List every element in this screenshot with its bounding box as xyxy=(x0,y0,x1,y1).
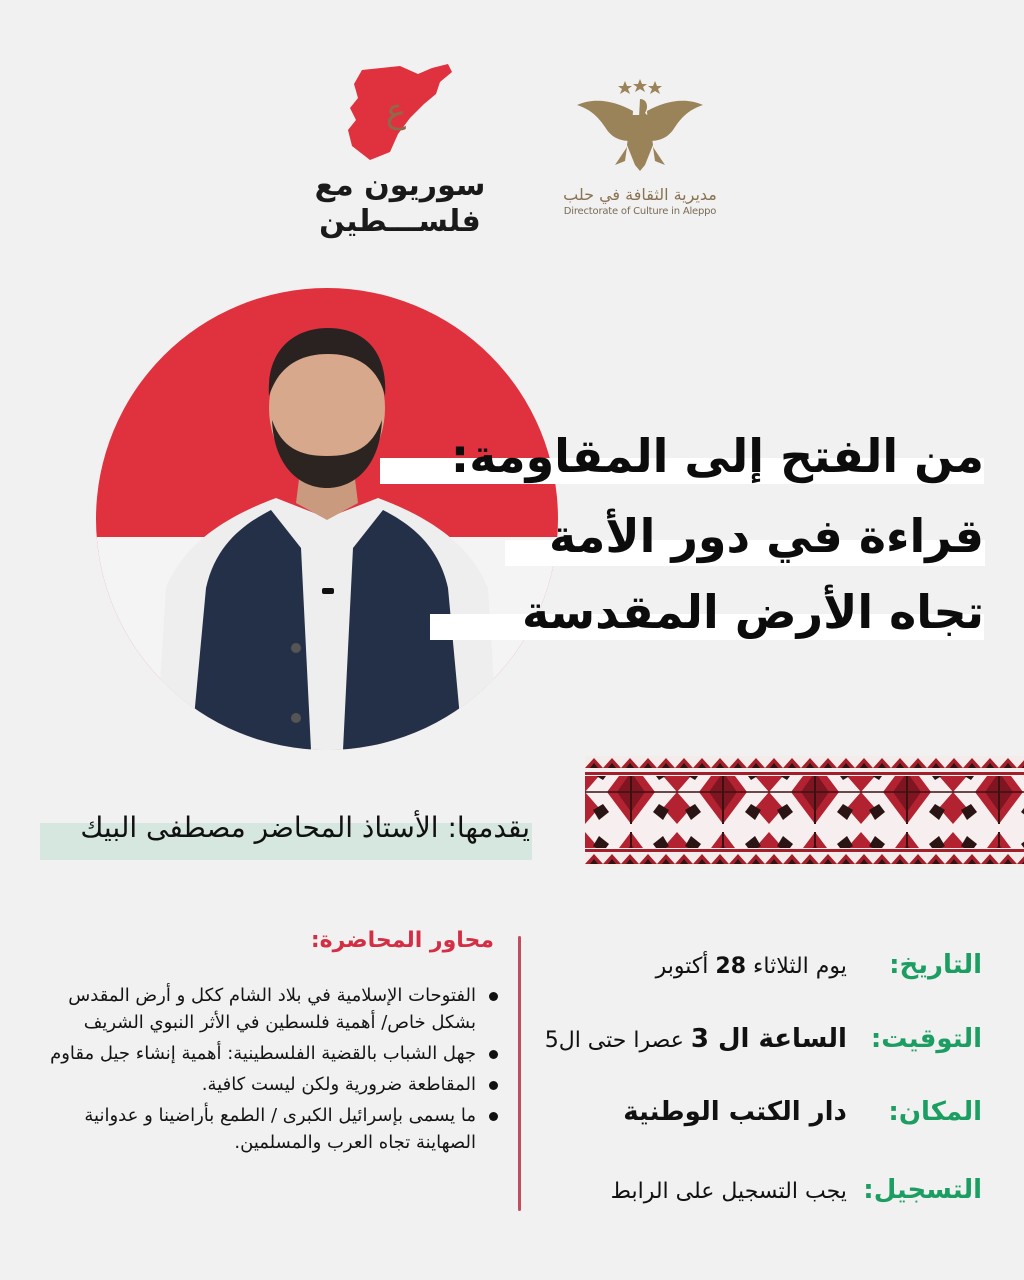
syria-map-icon xyxy=(340,60,460,165)
bullet-icon xyxy=(489,992,498,1001)
detail-registration xyxy=(611,1175,982,1205)
time-label: التوقيت: xyxy=(870,1024,982,1054)
registration-label: التسجيل: xyxy=(863,1175,982,1205)
place-label: المكان: xyxy=(888,1097,982,1127)
lecture-axes-heading: محاور المحاضرة: xyxy=(310,928,494,953)
presenter-name: يقدمها: الأستاذ المحاضر مصطفى البيك xyxy=(80,811,530,844)
syrians-logo-line2: فلســـطين xyxy=(319,204,481,239)
title-line-3: تجاه الأرض المقدسة xyxy=(522,585,984,639)
syrians-with-palestine-logo xyxy=(300,60,500,250)
list-item: الفتوحات الإسلامية في بلاد الشام ككل و أرض المقدس بشكل خاص/ أهمية فلسطين في الأثر النبوي الشريف xyxy=(40,982,498,1036)
eagle-emblem-icon xyxy=(575,75,705,175)
time-value: الساعة ال 3 عصرا حتى ال5 xyxy=(544,1024,847,1054)
list-item: جهل الشباب بالقضية الفلسطينية: أهمية إنشاء جيل مقاوم xyxy=(40,1040,498,1067)
directorate-arabic-name: مديرية الثقافة في حلب xyxy=(563,185,717,204)
vertical-divider xyxy=(518,936,521,1211)
directorate-english-name: Directorate of Culture in Aleppo xyxy=(563,206,717,217)
speaker-photo-illustration xyxy=(96,288,558,750)
speaker-portrait xyxy=(96,288,558,750)
date-label: التاريخ: xyxy=(889,950,982,980)
svg-text:ع: ع xyxy=(385,91,407,131)
detail-place xyxy=(623,1097,982,1127)
title-line-1: من الفتح إلى المقاومة: xyxy=(450,429,984,483)
syrians-logo-line1: سوريون مع xyxy=(314,168,486,203)
title-line-2: قراءة في دور الأمة xyxy=(549,509,984,563)
registration-value: يجب التسجيل على الرابط xyxy=(610,1179,847,1204)
list-item: ما يسمى بإسرائيل الكبرى / الطمع بأراضينا و عدوانية الصهاينة تجاه العرب والمسلمين. xyxy=(40,1102,498,1156)
date-value: يوم الثلاثاء 28 أكتوبر xyxy=(655,954,847,979)
bullet-icon xyxy=(489,1081,498,1090)
detail-time xyxy=(545,1024,982,1054)
place-value: دار الكتب الوطنية xyxy=(623,1097,847,1127)
detail-date xyxy=(656,950,982,980)
list-item: المقاطعة ضرورية ولكن ليست كافية. xyxy=(40,1071,498,1098)
bullet-icon xyxy=(489,1112,498,1121)
bullet-icon xyxy=(489,1050,498,1059)
tatreez-embroidery-band xyxy=(585,756,1024,866)
lecture-axes-list xyxy=(40,982,498,1160)
directorate-of-culture-logo xyxy=(540,75,740,235)
